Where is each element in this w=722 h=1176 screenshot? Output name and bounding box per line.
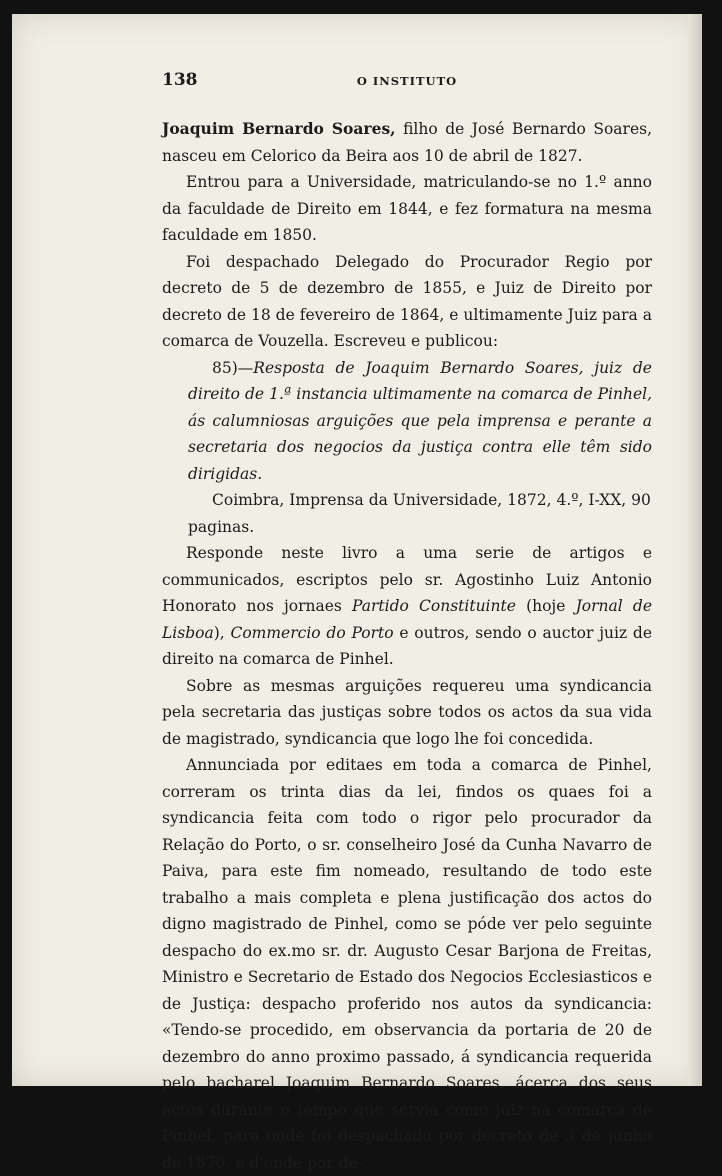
- paragraph-4-text-c: ),: [213, 623, 231, 642]
- entry-number: 85)—: [212, 358, 254, 377]
- bibliography-entry: [188, 355, 652, 488]
- running-title: O INSTITUTO: [356, 74, 458, 88]
- paragraph-2: Entrou para a Universidade, matriculando-se no 1.º anno da faculdade de Direito em 1844, e fez formatura na mesma faculdade em 1850.: [162, 173, 652, 244]
- paragraph-5: Sobre as mesmas arguições requereu uma syndicancia pela secretaria das justiças sobre todos os actos da sua vida de magistrado, syndicancia que logo lhe foi concedida.: [162, 676, 652, 748]
- paragraph-4: [162, 540, 652, 673]
- page-header: [162, 70, 652, 90]
- entry-imprint: [188, 487, 652, 540]
- paragraph-1: [162, 116, 652, 169]
- subject-name: Joaquim Bernardo Soares,: [162, 119, 396, 138]
- page-content: [162, 70, 652, 1176]
- paragraph-6: Annunciada por editaes em toda a comarca de Pinhel, correram os trinta dias da lei, findos os quaes foi a syndicancia feita com todo o rigor pelo procurador da Relação do Porto, o sr. conselheiro José da Cunha Navarro de Paiva, para este fim nomeado, resultando de todo este trabalho a mais completa e plena justificação dos actos do digno magistrado de Pinhel, como se póde ver pelo seguinte despacho do ex.mo sr. dr. Augusto Cesar Barjona de Freitas, Ministro e Secretario de Estado dos Negocios Ecclesiasticos e de Justiça: despacho proferido nos autos da syndicancia: «Tendo-se procedido, em observancia da portaria de 20 de dezembro do anno proximo passado, á syndicancia requerida pelo bacharel Joaquim Bernardo Soares, ácerca dos seus actos durante o tempo que servia como juiz na comarca de Pinhel, para onde foi despachado por decreto de 3 de junho de 1870, e d'onde por de-: [162, 756, 652, 1172]
- paragraph-3: Foi despachado Delegado do Procurador Regio por decreto de 5 de dezembro de 1855, e Juiz de Direito por decreto de 18 de fevereiro de 1864, e ultimamente Juiz para a comarca de Vouzella. Escreveu e publicou:: [162, 252, 652, 350]
- entry-title: Resposta de Joaquim Bernardo Soares, juiz de direito de 1.ª instancia ultimamente na comarca de Pinhel, ás calumniosas arguições que pela imprensa e perante a secretaria dos negocios da justiça contra elle têm sido dirigidas.: [188, 358, 652, 483]
- scanned-page: [12, 14, 702, 1172]
- page-number: 138: [162, 70, 198, 90]
- paragraph-4-text-a: Responde neste livro a uma serie de artigos e communicados, escriptos pelo sr. Agostinho Luiz Antonio Honorato nos jornaes: [162, 544, 652, 615]
- entry-pages: paginas.: [188, 517, 255, 536]
- page-edge: [688, 14, 702, 1086]
- paragraph-4-text-d: e outros, sendo o auctor juiz de direito na comarca de Pinhel.: [162, 623, 652, 668]
- paragraph-1-text: filho de José Bernardo Soares, nasceu em Celorico da Beira aos 10 de abril de 1827.: [162, 120, 652, 165]
- entry-imprint-text: Coimbra, Imprensa da Universidade, 1872, 4.º, I-XX, 90: [212, 491, 651, 509]
- journal-commercio-do-porto: Commercio do Porto: [230, 623, 394, 642]
- journal-jornal-de-lisboa: Jornal de Lisboa: [162, 597, 652, 642]
- paragraph-4-text-b: (hoje: [515, 597, 576, 615]
- journal-partido-constituinte: Partido Constituinte: [352, 597, 516, 615]
